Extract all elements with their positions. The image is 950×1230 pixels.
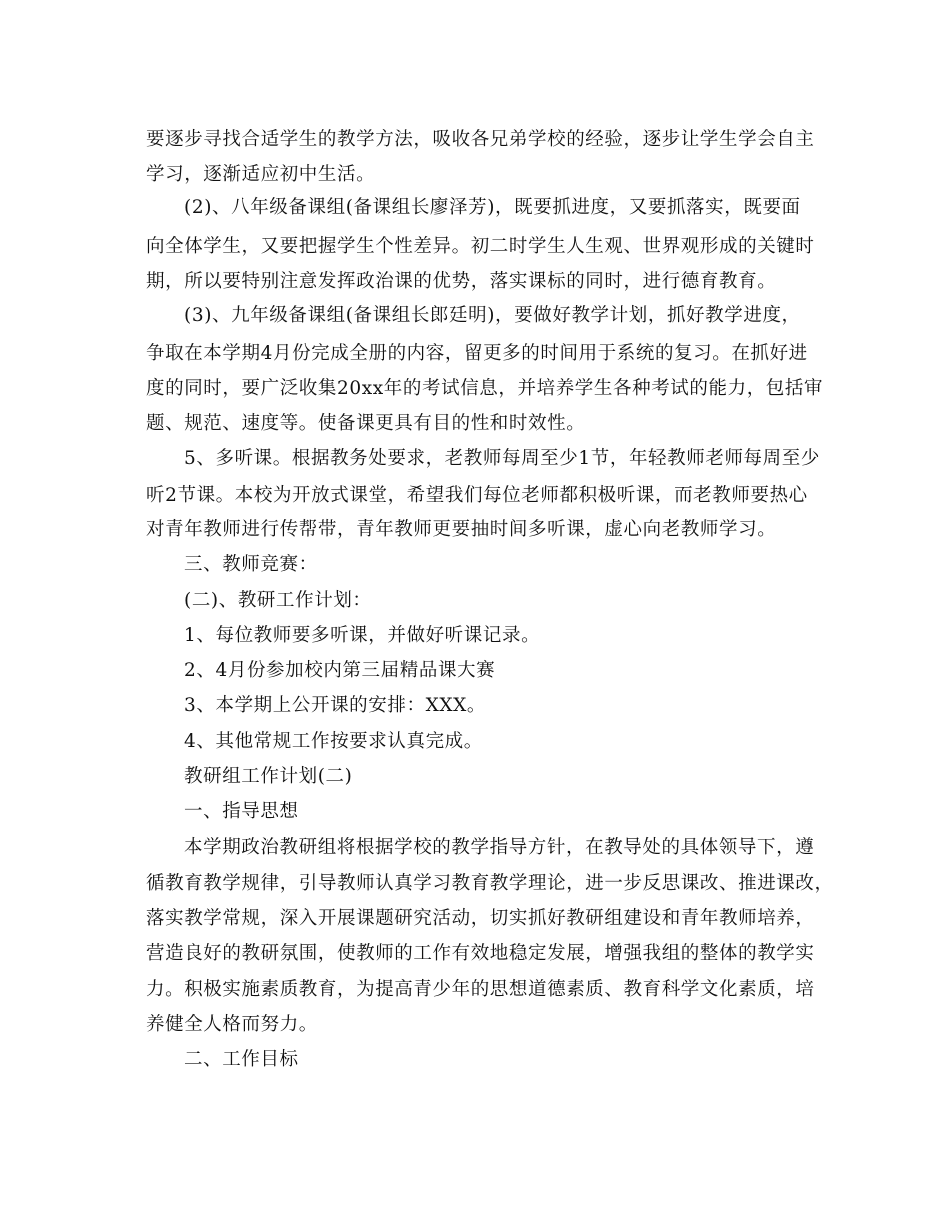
text-line: 养健全人格而努力。 xyxy=(146,1014,318,1035)
text-line: 对青年教师进行传帮带，青年教师更要抽时间多听课，虚心向老教师学习。 xyxy=(146,519,777,540)
text-line: 5、多听课。根据教务处要求，老教师每周至少1节，年轻教师老师每周至少 xyxy=(184,448,820,469)
text-line: 学习，逐渐适应初中生活。 xyxy=(146,164,376,185)
text-line: 落实教学常规，深入开展课题研究活动，切实抓好教研组建设和青年教师培养， xyxy=(146,908,815,929)
list-item: 4、其他常规工作按要求认真完成。 xyxy=(184,731,483,752)
text-line: (3)、九年级备课组(备课组长郎廷明)，要做好教学计划，抓好教学进度， xyxy=(184,305,801,326)
list-item: 1、每位教师要多听课，并做好听课记录。 xyxy=(184,625,541,646)
text-line: 本学期政治教研组将根据学校的教学指导方针，在教导处的具体领导下，遵 xyxy=(184,837,815,858)
section-heading: 一、指导思想 xyxy=(184,801,299,822)
text-line: 向全体学生，又要把握学生个性差异。初二时学生人生观、世界观形成的关键时 xyxy=(146,236,815,257)
text-line: 要逐步寻找合适学生的教学方法，吸收各兄弟学校的经验，逐步让学生学会自主 xyxy=(146,129,815,150)
text-line: (2)、八年级备课组(备课组长廖泽芳)，既要抓进度，又要抓落实，既要面 xyxy=(184,197,801,218)
list-item: 3、本学期上公开课的安排：XXX。 xyxy=(184,695,486,716)
text-line: 争取在本学期4月份完成全册的内容，留更多的时间用于系统的复习。在抓好进 xyxy=(146,343,808,364)
text-line: 力。积极实施素质教育，为提高青少年的思想道德素质、教育科学文化素质，培 xyxy=(146,979,815,1000)
text-line: 循教育教学规律，引导教师认真学习教育教学理论，进一步反思课改、推进课改， xyxy=(146,873,834,894)
section-title: 教研组工作计划(二) xyxy=(184,766,353,787)
text-line: 营造良好的教研氛围，使教师的工作有效地稳定发展，增强我组的整体的教学实 xyxy=(146,943,815,964)
text-line: 度的同时，要广泛收集20xx年的考试信息，并培养学生各种考试的能力，包括审 xyxy=(146,378,824,399)
section-heading: 三、教师竞赛： xyxy=(184,554,318,575)
list-item: 2、4月份参加校内第三届精品课大赛 xyxy=(184,660,496,681)
section-heading: 二、工作目标 xyxy=(184,1049,299,1070)
text-line: 听2节课。本校为开放式课堂，希望我们每位老师都积极听课，而老教师要热心 xyxy=(146,485,808,506)
section-heading: (二)、教研工作计划： xyxy=(184,590,372,611)
text-line: 题、规范、速度等。使备课更具有目的性和时效性。 xyxy=(146,413,586,434)
text-line: 期，所以要特别注意发挥政治课的优势，落实课标的同时，进行德育教育。 xyxy=(146,271,777,292)
